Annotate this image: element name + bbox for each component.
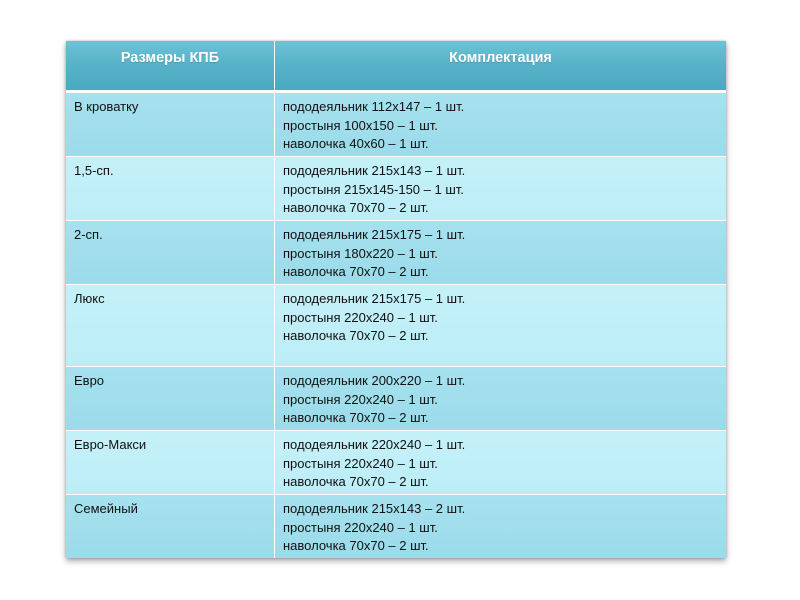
size-cell: 1,5-сп. (66, 156, 274, 220)
item-line: простыня 220х240 – 1 шт. (283, 309, 438, 325)
item-line: простыня 220х240 – 1 шт. (283, 519, 438, 535)
item-line: пододеяльник 215х143 – 1 шт. (283, 163, 466, 178)
item-line: наволочка 70х70 – 2 шт. (283, 474, 429, 489)
item-line: наволочка 70х70 – 2 шт. (283, 538, 429, 553)
item-line: простыня 220х240 – 1 шт. (283, 391, 438, 407)
item-line: наволочка 70х70 – 2 шт. (283, 264, 429, 279)
contents-cell (274, 494, 726, 558)
item-line: простыня 100х150 – 1 шт. (283, 117, 438, 133)
item-line: простыня 220х240 – 1 шт. (283, 455, 438, 471)
item-line: пододеяльник 215х175 – 1 шт. (283, 227, 466, 242)
item-line: пододеяльник 215х143 – 2 шт. (283, 501, 466, 516)
header-sizes: Размеры КПБ (66, 41, 274, 92)
item-line: простыня 180х220 – 1 шт. (283, 245, 438, 261)
size-cell: В кроватку (66, 92, 274, 156)
item-line: наволочка 70х70 – 2 шт. (283, 410, 429, 425)
size-cell: Евро (66, 366, 274, 430)
item-line: наволочка 40х60 – 1 шт. (283, 136, 429, 151)
item-line: наволочка 70х70 – 2 шт. (283, 200, 429, 215)
item-line: пододеяльник 220х240 – 1 шт. (283, 437, 466, 452)
bedding-sizes-table (66, 41, 726, 558)
contents-cell (274, 366, 726, 430)
item-line: пододеяльник 200х220 – 1 шт. (283, 373, 466, 388)
item-line: пододеяльник 215х175 – 1 шт. (283, 291, 466, 306)
contents-cell (274, 220, 726, 284)
contents-cell (274, 156, 726, 220)
contents-cell (274, 430, 726, 494)
item-line: наволочка 70х70 – 2 шт. (283, 328, 429, 343)
contents-cell (274, 92, 726, 156)
size-cell: Семейный (66, 494, 274, 558)
item-line: пододеяльник 112х147 – 1 шт. (283, 99, 465, 114)
header-contents: Комплектация (274, 41, 726, 92)
item-line: простыня 215х145-150 – 1 шт. (283, 181, 464, 197)
size-cell: 2-сп. (66, 220, 274, 284)
contents-cell (274, 284, 726, 366)
size-cell: Евро-Макси (66, 430, 274, 494)
size-cell: Люкс (66, 284, 274, 366)
